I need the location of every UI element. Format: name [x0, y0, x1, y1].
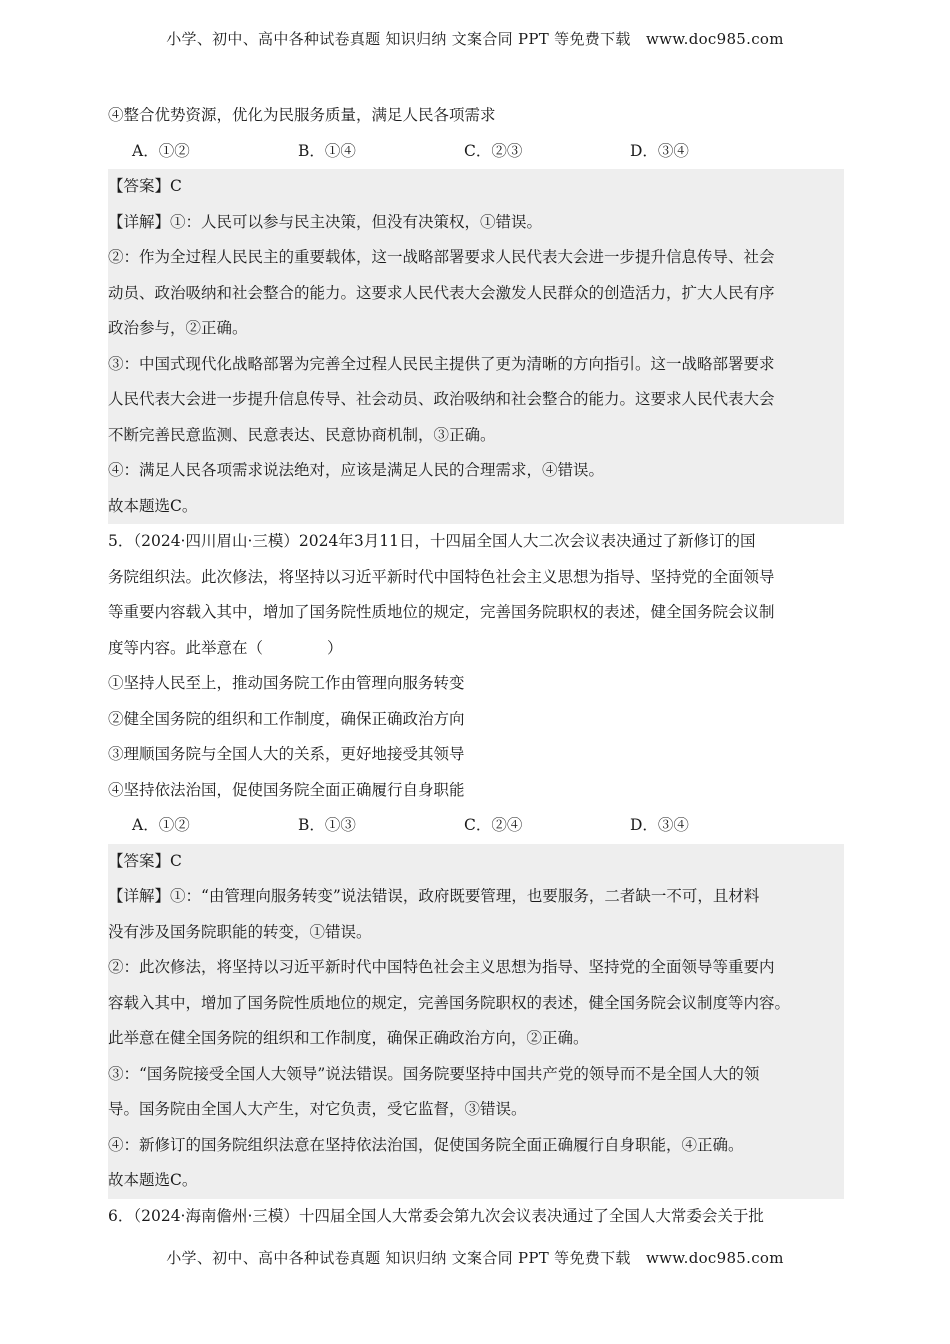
q5-paren-close: ）: [327, 638, 343, 657]
q5-detail-line: 此举意在健全国务院的组织和工作制度，确保正确政治方向，②正确。: [108, 1029, 589, 1047]
q4-detail-line: ②：作为全过程人民民主的重要载体，这一战略部署要求人民代表大会进一步提升信息传导、社会: [108, 248, 775, 266]
q4-answer-block: [108, 169, 844, 524]
q5-answer-block: [108, 844, 844, 1199]
q5-stem-line: 5．（2024·四川眉山·三模）2024年3月11日，十四届全国人大二次会议表决通过了新修订的国: [108, 532, 756, 550]
q4-detail-line: 【详解】①：人民可以参与民主决策，但没有决策权，①错误。: [108, 212, 543, 231]
q4-detail-line: ④：满足人民各项需求说法绝对，应该是满足人民的合理需求，④错误。: [108, 461, 605, 479]
q5-stem-line: [108, 631, 844, 667]
q5-answer: 【答案】C: [108, 851, 182, 870]
q4-conclusion: 故本题选C。: [108, 496, 198, 515]
q5-item-3: ③理顺国务院与全国人大的关系，更好地接受其领导: [108, 745, 465, 763]
q4-detail-line: 动员、政治吸纳和社会整合的能力。这要求人民代表大会激发人民群众的创造活力，扩大人民有序: [108, 283, 775, 302]
q5-detail-line: 【详解】①：“由管理向服务转变”说法错误，政府既要管理，也要服务，二者缺一不可，且材料: [108, 887, 760, 905]
q5-conclusion: 故本题选C。: [108, 1171, 198, 1189]
q5-item-2: ②健全国务院的组织和工作制度，确保正确政治方向: [108, 709, 465, 728]
q5-option-d: D．③④: [630, 816, 689, 834]
q5-options: [108, 808, 844, 844]
q5-stem-line: 等重要内容载入其中，增加了国务院性质地位的规定，完善国务院职权的表述，健全国务院会议制: [108, 603, 775, 621]
q4-option-c: C．②③: [464, 141, 523, 160]
q5-stem-line: 务院组织法。此次修法，将坚持以习近平新时代中国特色社会主义思想为指导、坚持党的全面领导: [108, 567, 775, 586]
q5-detail-line: ③：“国务院接受全国人大领导”说法错误。国务院要坚持中国共产党的领导而不是全国人大的领: [108, 1064, 760, 1083]
q5-detail-line: 导。国务院由全国人大产生，对它负责，受它监督，③错误。: [108, 1100, 527, 1118]
q5-option-b: B．①③: [298, 816, 356, 834]
q5-item-4: ④坚持依法治国，促使国务院全面正确履行自身职能: [108, 780, 465, 799]
q4-detail-line: 人民代表大会进一步提升信息传导、社会动员、政治吸纳和社会整合的能力。这要求人民代表大会: [108, 390, 775, 408]
q5-stem-end: 度等内容。此举意在（: [108, 638, 264, 657]
q5-detail-line: ②：此次修法，将坚持以习近平新时代中国特色社会主义思想为指导、坚持党的全面领导等重要内: [108, 958, 775, 976]
q4-option-a: A．①②: [132, 141, 190, 160]
q4-option-d: D．③④: [630, 141, 689, 160]
q4-item-4: ④整合优势资源，优化为民服务质量，满足人民各项需求: [108, 106, 496, 124]
q4-answer: 【答案】C: [108, 177, 182, 195]
q5-option-a: A．①②: [132, 816, 190, 834]
q4-detail-line: ③：中国式现代化战略部署为完善全过程人民民主提供了更为清晰的方向指引。这一战略部署要求: [108, 354, 775, 373]
q6-stem-line: 6．（2024·海南儋州·三模）十四届全国人大常委会第九次会议表决通过了全国人大常委会关于批: [108, 1206, 764, 1225]
page-header: 小学、初中、高中各种试卷真题 知识归纳 文案合同 PPT 等免费下载 www.doc985.com: [166, 30, 784, 48]
q4-option-b: B．①④: [298, 141, 356, 160]
q4-options: [108, 134, 844, 170]
q5-item-1: ①坚持人民至上，推动国务院工作由管理向服务转变: [108, 674, 465, 692]
q4-detail-line: 不断完善民意监测、民意表达、民意协商机制，③正确。: [108, 425, 496, 444]
document-body: [108, 98, 844, 1234]
q5-option-c: C．②④: [464, 816, 523, 834]
q4-detail-line: 政治参与，②正确。: [108, 319, 248, 337]
q5-detail-line: 没有涉及国务院职能的转变，①错误。: [108, 922, 372, 941]
q5-detail-line: ④：新修订的国务院组织法意在坚持依法治国，促使国务院全面正确履行自身职能，④正确。: [108, 1135, 744, 1154]
page-footer: 小学、初中、高中各种试卷真题 知识归纳 文案合同 PPT 等免费下载 www.doc985.com: [166, 1249, 784, 1267]
q5-detail-line: 容载入其中，增加了国务院性质地位的规定，完善国务院职权的表述，健全国务院会议制度等内容。: [108, 993, 791, 1012]
